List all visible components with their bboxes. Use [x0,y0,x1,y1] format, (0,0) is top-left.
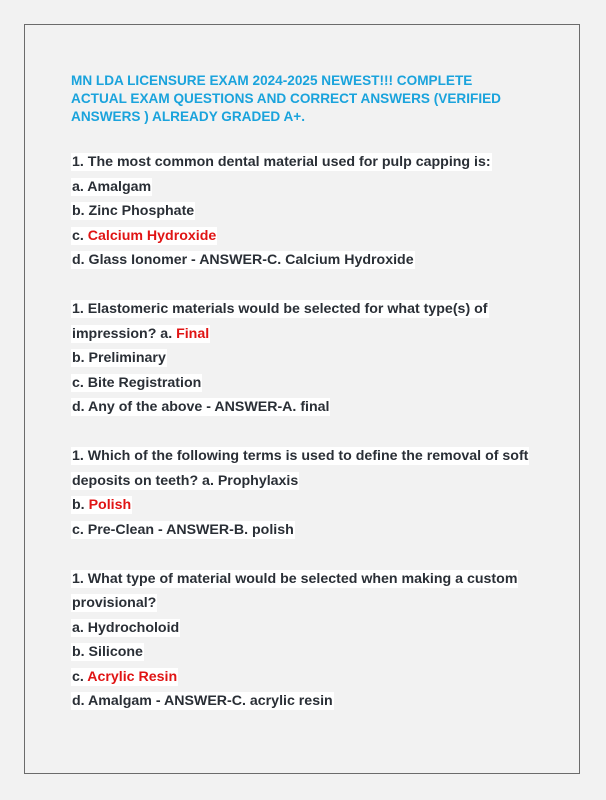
line-highlight [71,570,518,588]
line-text: b. [72,497,89,513]
line-text: d. Glass Ionomer - ANSWER-C. Calcium Hydroxide [72,252,414,268]
line-highlight [71,594,157,612]
answer-option [71,665,551,690]
answer-option [71,175,551,200]
line-highlight [71,300,489,318]
question-text [71,444,551,469]
line-text: impression? a. [72,325,177,342]
line-highlight [71,619,180,637]
question-text [71,150,551,175]
line-text: provisional? [72,595,157,611]
line-text: c. [72,227,88,244]
line-text: d. Amalgam - ANSWER-C. acrylic resin [72,693,333,709]
line-highlight [71,643,144,661]
line-highlight [71,349,167,367]
line-highlight [71,178,152,196]
line-text: b. Silicone [72,644,143,660]
answer-option [71,689,551,714]
answer-option [71,199,551,224]
line-highlight [71,692,334,710]
line-text: deposits on teeth? a. Prophylaxis [72,472,299,489]
question-block [71,444,551,542]
question-text [71,567,551,592]
correct-answer-text: Calcium Hydroxide [87,227,217,244]
line-highlight [71,227,217,245]
correct-answer-text: Acrylic Resin [87,668,178,685]
question-block [71,297,551,420]
question-block [71,567,551,714]
line-text: 1. Which of the following terms is used to define the removal of soft [72,448,529,464]
line-text: 1. What type of material would be selected when making a custom [72,570,518,587]
answer-option [71,248,551,273]
line-highlight [71,374,202,392]
answer-option [71,591,551,616]
line-text: d. Any of the above - ANSWER-A. final [72,399,330,415]
answer-option [71,371,551,396]
line-text: c. [72,668,88,685]
line-text: a. Hydrocholoid [72,619,180,636]
answer-option [71,616,551,641]
document-title: MN LDA LICENSURE EXAM 2024-2025 NEWEST!!! COMPLETE ACTUAL EXAM QUESTIONS AND CORRECT ANSWERS (VERIFIED ANSWERS ) ALREADY GRADED A+. [71,73,501,124]
answer-option [71,469,551,494]
line-highlight [71,325,210,343]
line-highlight [71,472,299,490]
line-text: c. Pre-Clean - ANSWER-B. polish [72,521,294,538]
answer-option [71,322,551,347]
line-text: a. Amalgam [72,178,152,195]
question-text [71,297,551,322]
correct-answer-text: Polish [88,497,132,513]
correct-answer-text: Final [176,325,210,342]
line-highlight [71,251,415,269]
answer-option [71,640,551,665]
line-text: b. Zinc Phosphate [72,203,195,219]
line-text: c. Bite Registration [72,374,202,391]
line-text: 1. Elastomeric materials would be selected for what type(s) of [72,301,488,317]
line-highlight [71,668,178,686]
line-highlight [71,496,132,514]
line-highlight [71,153,492,171]
question-block [71,150,551,273]
line-highlight [71,202,195,220]
answer-option [71,518,551,543]
line-text: 1. The most common dental material used for pulp capping is: [72,154,491,170]
line-highlight [71,521,295,539]
line-highlight [71,398,330,416]
line-highlight [71,447,529,465]
question-list [71,150,551,738]
answer-option [71,224,551,249]
answer-option [71,395,551,420]
answer-option [71,346,551,371]
answer-option [71,493,551,518]
line-text: b. Preliminary [72,350,166,366]
